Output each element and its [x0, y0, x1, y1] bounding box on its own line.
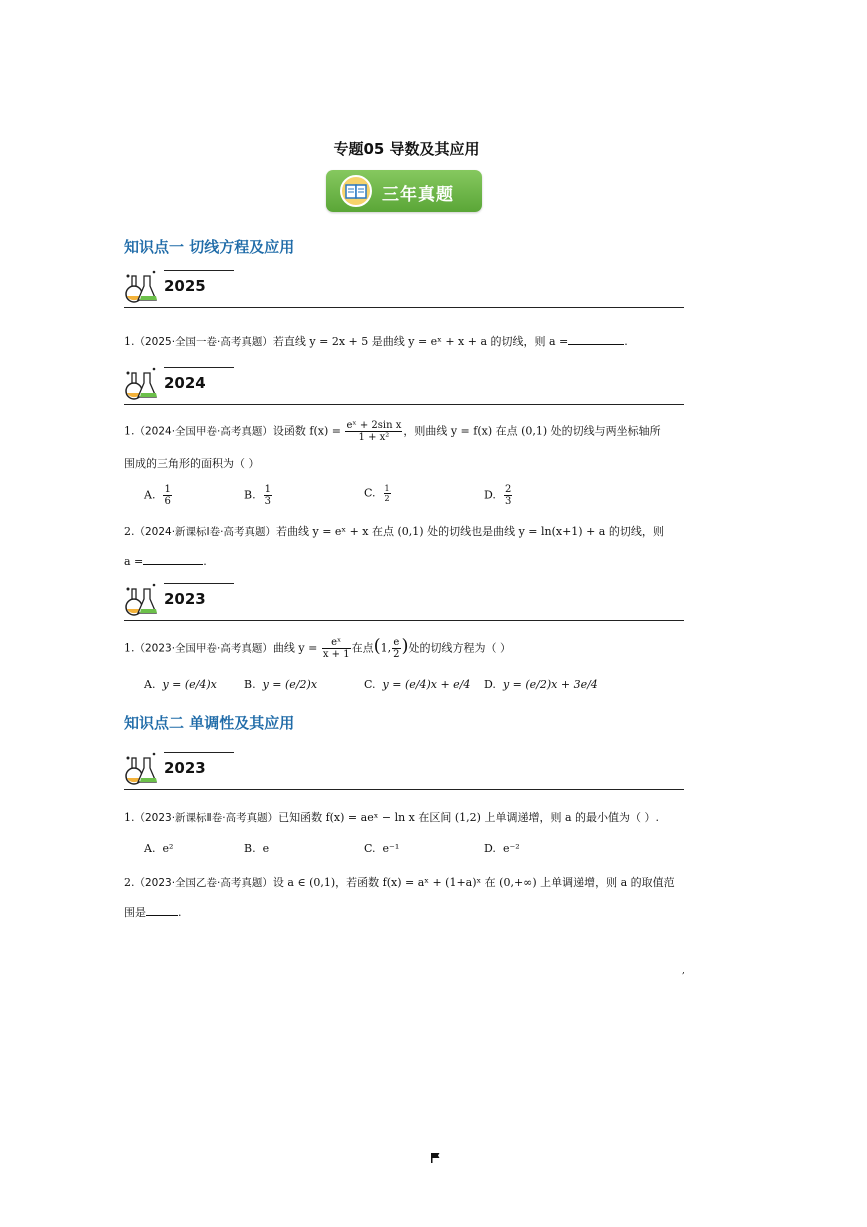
book-icon [338, 174, 378, 208]
option-label: C. [364, 678, 376, 691]
option-label: B. [244, 678, 256, 691]
section-heading-tangent: 知识点一 切线方程及应用 [124, 238, 295, 256]
numerator: 1 [384, 484, 390, 493]
question-number: 1. [124, 641, 135, 655]
question-2023b-2-line2 [124, 905, 689, 921]
question-text: 若直线 y = 2x + 5 是曲线 y = eˣ + x + a 的切线，则 a = [272, 335, 569, 348]
fraction [504, 484, 512, 507]
header-rule [124, 307, 684, 308]
question-text: 若曲线 y = eˣ + x 在点 (0,1) 处的切线也是曲线 y = ln(x+1) + a 的切线，则 [276, 525, 664, 538]
option-text: y = (e/2)x + 3e/4 [502, 678, 598, 691]
fraction [322, 637, 351, 660]
year-header-2025 [124, 268, 684, 308]
paren-close: ) [401, 635, 409, 657]
question-text-post: 处的切线方程为（ ） [408, 641, 512, 655]
header-top-line [164, 367, 234, 368]
question-2024-1-line2: 围成的三角形的面积为（ ） [124, 457, 260, 470]
question-text: 已知函数 f(x) = aeˣ − ln x 在区间 (1,2) 上单调递增，则 a 的最小值为（ ）. [278, 811, 659, 824]
header-rule [124, 620, 684, 621]
question-source: （2024·新课标Ⅰ卷·高考真题） [134, 526, 276, 538]
year-header-2023 [124, 581, 684, 621]
option-b[interactable] [244, 678, 317, 691]
option-b[interactable] [244, 842, 269, 855]
option-text: e⁻² [502, 842, 520, 855]
year-header-2023b [124, 750, 684, 790]
header-top-line [164, 752, 234, 753]
numerator: 1 [264, 484, 271, 495]
fraction [163, 484, 171, 507]
page-title: 专题05 导数及其应用 [333, 140, 480, 158]
option-d[interactable] [484, 484, 513, 507]
option-text: y = (e/2)x [262, 678, 318, 691]
question-number: 2. [124, 876, 135, 889]
question-number: 1. [124, 335, 135, 348]
option-d[interactable] [484, 842, 520, 855]
option-label: C. [364, 842, 376, 855]
question-text-mid: 在点 [351, 641, 374, 655]
question-2024-2-line2 [124, 554, 689, 570]
question-number: 1. [124, 424, 135, 438]
option-text: e⁻¹ [382, 842, 400, 855]
badge-label: 三年真题 [382, 185, 454, 205]
option-c[interactable] [364, 678, 470, 691]
question-2023-1 [124, 637, 689, 660]
option-label: B. [244, 842, 256, 855]
section-heading-monotonicity: 知识点二 单调性及其应用 [124, 714, 295, 732]
question-source: （2025·全国一卷·高考真题） [134, 336, 273, 348]
option-label: D. [484, 488, 496, 502]
denominator: 3 [264, 496, 271, 507]
question-2025-1 [124, 334, 689, 350]
option-label: A. [144, 678, 156, 691]
option-text: e [262, 842, 270, 855]
flask-icon [124, 365, 160, 403]
year-label: 2025 [164, 277, 206, 295]
option-a[interactable] [144, 842, 173, 855]
flask-icon [124, 750, 160, 788]
option-c[interactable] [364, 842, 399, 855]
question-source: （2024·全国甲卷·高考真题） [134, 425, 273, 438]
option-label: A. [144, 488, 156, 502]
option-c[interactable] [364, 484, 392, 503]
option-label: A. [144, 842, 156, 855]
paren-open: ( [373, 635, 381, 657]
question-text: 围是 [124, 906, 146, 919]
denominator: 2 [384, 494, 390, 503]
option-label: B. [244, 488, 256, 502]
year-label: 2023 [164, 759, 206, 777]
question-end: . [203, 555, 207, 568]
answer-blank [143, 564, 203, 565]
question-source: （2023·全国甲卷·高考真题） [134, 642, 273, 655]
stray-mark: , [682, 966, 685, 976]
option-label: D. [484, 842, 496, 855]
question-2023b-1 [124, 810, 689, 826]
option-text: y = (e/4)x + e/4 [382, 678, 471, 691]
question-end: . [624, 335, 628, 348]
numerator: 1 [164, 484, 171, 495]
header-top-line [164, 270, 234, 271]
answer-blank [568, 344, 624, 345]
question-end: . [178, 906, 182, 919]
year-header-2024 [124, 365, 684, 405]
question-source: （2023·新课标Ⅱ卷·高考真题） [134, 812, 279, 824]
question-number: 1. [124, 811, 135, 824]
question-text-post: ，则曲线 y = f(x) 在点 (0,1) 处的切线与两坐标轴所 [403, 424, 661, 438]
flag-icon [430, 1152, 442, 1164]
option-label: C. [364, 486, 376, 500]
fraction [384, 484, 391, 503]
year-label: 2023 [164, 590, 206, 608]
question-source: （2023·全国乙卷·高考真题） [134, 877, 273, 889]
numerator: e [393, 637, 400, 648]
question-2023b-2 [124, 875, 689, 891]
fraction [264, 484, 272, 507]
option-text: y = (e/4)x [162, 678, 217, 691]
denominator: x + 1 [322, 649, 350, 660]
fraction [392, 637, 400, 660]
option-a[interactable] [144, 484, 173, 507]
header-top-line [164, 583, 234, 584]
numerator: eˣ [322, 637, 351, 649]
three-year-badge [326, 170, 482, 212]
option-d[interactable] [484, 678, 598, 691]
denominator: 6 [164, 496, 171, 507]
question-number: 2. [124, 525, 135, 538]
question-2024-2 [124, 524, 689, 540]
option-a[interactable] [144, 678, 217, 691]
answer-blank [146, 915, 178, 916]
denominator: 1 + x² [358, 432, 390, 443]
question-text: 设 a ∈ (0,1)，若函数 f(x) = aˣ + (1+a)ˣ 在 (0,+∞) 上单调递增，则 a 的取值范 [272, 876, 675, 889]
header-rule [124, 789, 684, 790]
point-coord: 1, [380, 641, 392, 655]
flask-icon [124, 268, 160, 306]
numerator: eˣ + 2sin x [346, 420, 402, 431]
option-label: D. [484, 678, 496, 691]
question-2024-1 [124, 420, 689, 443]
numerator: 2 [504, 484, 512, 495]
flask-icon [124, 581, 160, 619]
option-text: e² [162, 842, 174, 855]
year-label: 2024 [164, 374, 206, 392]
fraction [345, 420, 402, 443]
header-rule [124, 404, 684, 405]
denominator: 3 [504, 496, 512, 507]
question-text-pre: 曲线 y = [272, 641, 318, 655]
option-b[interactable] [244, 484, 273, 507]
question-text-pre: 设函数 f(x) = [272, 424, 341, 438]
question-text: a = [124, 555, 144, 568]
denominator: 2 [393, 649, 400, 660]
